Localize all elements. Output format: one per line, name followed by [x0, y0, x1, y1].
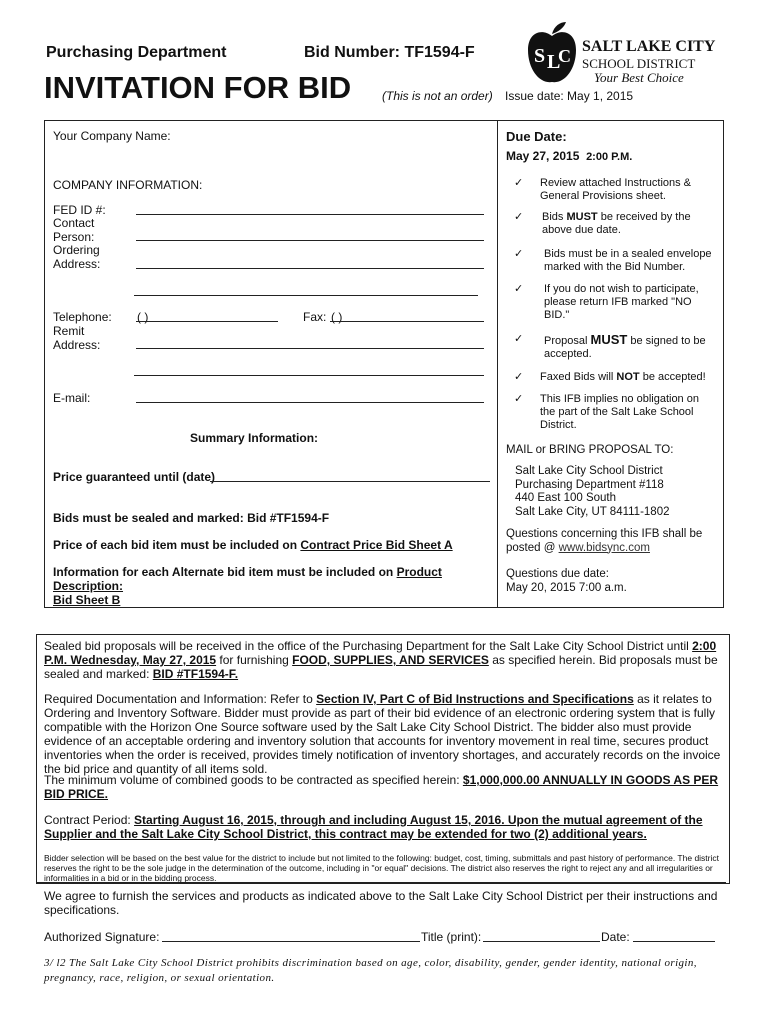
contact-person-field[interactable] — [136, 240, 484, 241]
fed-id-field[interactable] — [136, 214, 484, 215]
check-icon: ✓ — [514, 393, 524, 405]
email-field[interactable] — [136, 402, 484, 403]
apple-logo-icon — [524, 20, 582, 88]
ordering-label: Ordering — [53, 243, 100, 257]
agreement-statement: We agree to furnish the services and products as indicated above to the Salt Lake City School District per their instructions and specifications. — [44, 889, 718, 917]
due-date-label: Due Date: — [506, 129, 567, 144]
bid-number: Bid Number: TF1594-F — [304, 44, 475, 61]
ordering-address-field-2[interactable] — [134, 295, 478, 296]
price-each-note — [53, 538, 453, 552]
svg-text:C: C — [558, 46, 571, 66]
check-icon: ✓ — [514, 211, 524, 223]
price-guaranteed-field[interactable] — [210, 481, 490, 482]
mail-heading: MAIL or BRING PROPOSAL TO: — [506, 444, 674, 456]
svg-text:L: L — [547, 51, 561, 73]
remit-label: Remit — [53, 324, 85, 338]
person-label: Person: — [53, 230, 95, 244]
ordering-address-label: Address: — [53, 257, 101, 271]
company-info-label: COMPANY INFORMATION: — [53, 178, 203, 192]
email-label: E-mail: — [53, 391, 91, 405]
remit-address-field[interactable] — [136, 348, 484, 349]
telephone-paren: ( ) — [137, 310, 149, 324]
signature-field[interactable] — [162, 941, 420, 942]
address-line-1: Salt Lake City School District — [515, 465, 663, 477]
remit-address-field-2[interactable] — [134, 375, 484, 376]
paragraph-required-documentation: Required Documentation and Information: Refer to Section IV, Part C of Bid Instructions and Specifications as it relates to Ordering and Inventory Software. Bidder must provide as part of their bid evidence of an electronic ordering system that is fully compatible with the Horizon One Source software used by the Salt Lake City School District. The bidder also must provide evidence of an acceptable ordering and inventory solution that accounts for inventory movement in real time, secures product inventories when the order is received, provides timely notification of inventory shortages, and accurately records on the invoice the bid price and quantity of all items sold. — [44, 692, 721, 776]
due-date: May 27, 2015 — [506, 149, 580, 163]
issue-date: Issue date: May 1, 2015 — [505, 89, 634, 103]
title-print-label: Title (print): — [421, 930, 482, 944]
alternate-info-note — [53, 565, 493, 607]
date-field[interactable] — [633, 941, 715, 942]
paragraph-bidder-selection: Bidder selection will be based on the best value for the district to include but not limited to the following: budget, cost, timing, submittals and past history of performance. The district reserves the right to be the sole judge in the determination of the outcome, including in "or equal" decisions. The district also reserves the right to reject any and all irregularities or informalities in a bid or in the bidding process. — [44, 853, 720, 883]
questions-note: Questions concerning this IFB shall be posted @ www.bidsync.com — [506, 528, 703, 554]
column-divider — [497, 120, 498, 608]
bid-sheet-b-link: Bid Sheet B — [53, 593, 121, 607]
paragraph-contract-period: Contract Period: Starting August 16, 2015, through and including August 15, 2016. Upon the mutual agreement of the Supplier and the Salt Lake City School District, this contract may be extended for two (2) additional years. — [44, 813, 703, 841]
company-name-label: Your Company Name: — [53, 129, 171, 143]
check-icon: ✓ — [514, 177, 524, 189]
fed-id-label: FED ID #: — [53, 203, 106, 217]
questions-due-label: Questions due date: — [506, 568, 609, 580]
telephone-label: Telephone: — [53, 310, 112, 324]
page-title: INVITATION FOR BID — [44, 70, 352, 105]
telephone-field[interactable] — [136, 321, 278, 322]
due-time: 2:00 P.M. — [586, 151, 633, 163]
fax-field[interactable] — [330, 321, 484, 322]
department-label: Purchasing Department — [46, 44, 227, 61]
questions-due — [506, 568, 627, 595]
due-date-value — [506, 149, 632, 163]
check-icon: ✓ — [514, 333, 524, 345]
price-each-text: Price of each bid item must be included on — [53, 538, 301, 552]
address-line-3: 440 East 100 South — [515, 492, 617, 504]
svg-text:S: S — [534, 45, 546, 67]
check-icon: ✓ — [514, 248, 524, 260]
title-print-field[interactable] — [483, 941, 600, 942]
questions-due-date: May 20, 2015 7:00 a.m. — [506, 581, 627, 594]
order-note: (This is not an order) — [382, 89, 493, 103]
sealed-marked-note: Bids must be sealed and marked: Bid #TF1594-F — [53, 511, 330, 525]
signature-label: Authorized Signature: — [44, 930, 160, 944]
address-line-4: Salt Lake City, UT 84111-1802 — [515, 505, 670, 518]
check-icon: ✓ — [514, 283, 524, 295]
contract-price-sheet-link: Contract Price Bid Sheet A — [300, 538, 453, 552]
nondiscrimination-footer: 3/ l2 The Salt Lake City School District prohibits discrimination based on age, color, disability, gender, gender identity, national origin, pregnancy, race, religion, or sexual orientation. — [44, 957, 697, 984]
date-label: Date: — [601, 930, 630, 944]
summary-heading: Summary Information: — [190, 431, 319, 445]
alternate-info-text: Information for each Alternate bid item must be included on — [53, 565, 397, 579]
fax-paren: ( ) — [331, 310, 343, 324]
fax-label: Fax: — [303, 310, 327, 324]
logo-line-1: SALT LAKE CITY — [582, 38, 716, 55]
logo-tagline: Your Best Choice — [594, 70, 684, 85]
remit-address-label: Address: — [53, 338, 101, 352]
contact-label: Contact — [53, 216, 95, 230]
address-line-2: Purchasing Department #118 — [515, 478, 664, 491]
product-description-link: Product Description: — [53, 565, 442, 593]
mailing-address — [515, 465, 670, 519]
paragraph-minimum-volume: The minimum volume of combined goods to be contracted as specified herein: $1,000,000.00 ANNUALLY IN GOODS AS PER BID PRICE. — [44, 773, 719, 801]
paragraph-sealed-bids: Sealed bid proposals will be received in the office of the Purchasing Department for the Salt Lake City School District until 2:00 P.M. Wednesday, May 27, 2015 for furnishing FOOD, SUPPLIES, AND SERVICES as specified herein. Bid proposals must be sealed and marked: BID #TF1594-F. — [44, 639, 718, 681]
ordering-address-field[interactable] — [136, 268, 484, 269]
separator-line — [36, 882, 726, 883]
district-logo — [524, 20, 724, 88]
logo-line-2: SCHOOL DISTRICT — [582, 56, 696, 71]
bidsync-link[interactable]: www.bidsync.com — [558, 541, 650, 554]
price-guaranteed-label: Price guaranteed until (date) — [53, 470, 216, 484]
check-icon: ✓ — [514, 371, 524, 383]
